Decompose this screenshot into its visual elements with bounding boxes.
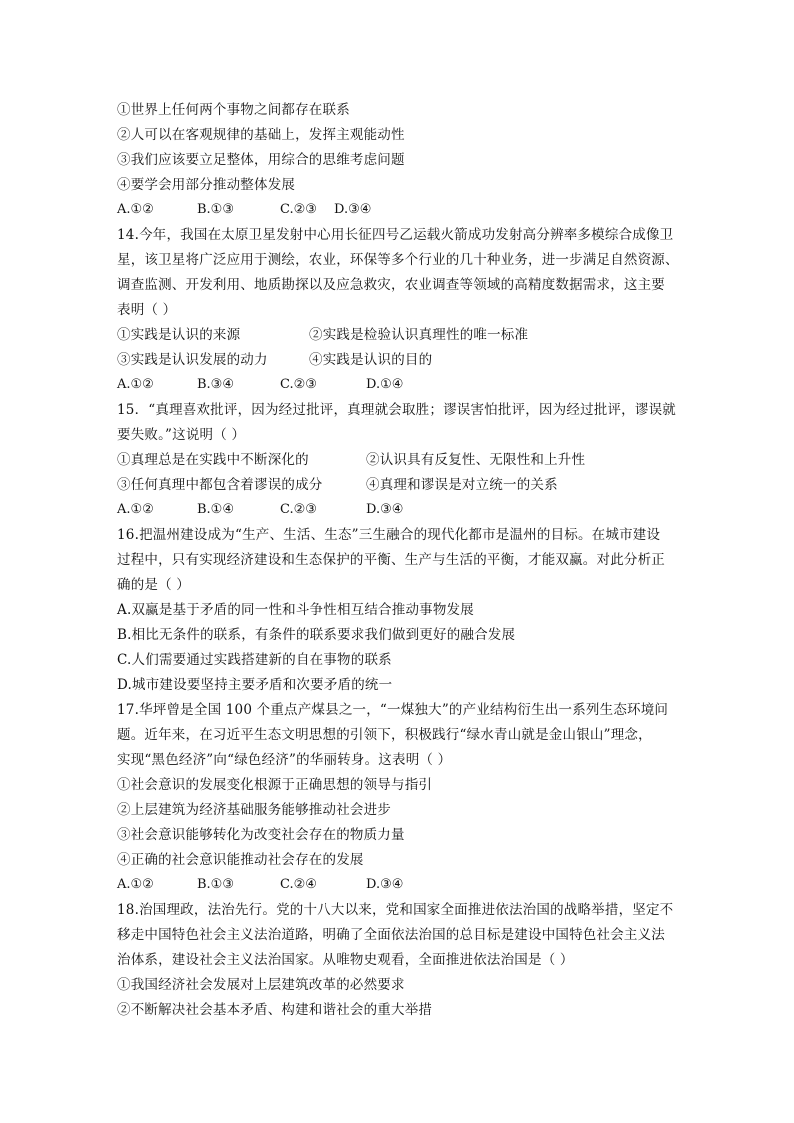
q18-stem-line-3: 治体系，建设社会主义法治国家。从唯物史观看，全面推进依法治国是（ ） [117, 952, 574, 968]
q15-stem-line-1: 15．“真理喜欢批评，因为经过批评，真理就会取胜；谬误害怕批评，因为经过批评，谬误就 [117, 402, 676, 418]
q17-statement-4: ④正确的社会意识能推动社会存在的发展 [117, 852, 364, 868]
q17-stem-line-1: 17.华坪曾是全国 100 个重点产煤县之一，“一煤独大”的产业结构衍生出一系列生态环境问 [117, 702, 669, 718]
q17-statement-1: ①社会意识的发展变化根源于正确思想的领导与指引 [117, 777, 433, 793]
q15-statement-1: ①真理总是在实践中不断深化的 [117, 452, 309, 468]
q13-statement-1: ①世界上任何两个事物之间都存在联系 [117, 102, 350, 118]
q15-option-b: B.①④ [197, 502, 234, 517]
q15-option-d: D.③④ [366, 502, 404, 517]
q17-stem-line-3: 实现“黑色经济”向“绿色经济”的华丽转身。这表明（ ） [117, 752, 452, 768]
q16-option-b: B.相比无条件的联系，有条件的联系要求我们做到更好的融合发展 [117, 627, 516, 643]
q14-stem-line-2: 星，该卫星将广泛应用于测绘，农业，环保等多个行业的几十种业务，进一步满足自然资源、 [117, 252, 679, 268]
q18-statement-1: ①我国经济社会发展对上层建筑改革的必然要求 [117, 977, 405, 993]
q16-option-d: D.城市建设要坚持主要矛盾和次要矛盾的统一 [117, 677, 393, 693]
q17-statement-2: ②上层建筑为经济基础服务能够推动社会进步 [117, 802, 391, 818]
q13-statement-4: ④要学会用部分推动整体发展 [117, 177, 296, 193]
q16-stem-line-1: 16.把温州建设成为“生产、生活、生态”三生融合的现代化都市是温州的目标。在城市建设 [117, 527, 661, 543]
q15-statement-4: ④真理和谬误是对立统一的关系 [366, 477, 558, 493]
q14-option-b: B.③④ [197, 377, 234, 392]
q15-statement-2: ②认识具有反复性、无限性和上升性 [366, 452, 586, 468]
q15-statement-3: ③任何真理中都包含着谬误的成分 [117, 477, 323, 493]
q16-option-c: C.人们需要通过实践搭建新的自在事物的联系 [117, 652, 392, 668]
q14-stem-line-3: 调查监测、开发利用、地质勘探以及应急救灾，农业调查等领域的高精度数据需求，这主要 [117, 277, 665, 293]
q15-option-c: C.②③ [280, 502, 317, 517]
q18-stem-line-2: 移走中国特色社会主义法治道路，明确了全面依法治国的总目标是建设中国特色社会主义法 [117, 927, 665, 943]
q14-stem-line-1: 14.今年，我国在太原卫星发射中心用长征四号乙运载火箭成功发射高分辨率多模综合成像卫 [117, 227, 674, 243]
q13-option-b: B.①③ [197, 202, 234, 217]
q17-option-c: C.②④ [280, 877, 317, 892]
q13-statement-3: ③我们应该要立足整体，用综合的思维考虑问题 [117, 152, 405, 168]
q13-option-a: A.①② [117, 202, 154, 217]
q16-option-a: A.双赢是基于矛盾的同一性和斗争性相互结合推动事物发展 [117, 602, 474, 618]
q15-option-a: A.①② [117, 502, 154, 517]
q17-option-b: B.①③ [197, 877, 234, 892]
q14-statement-2: ②实践是检验认识真理性的唯一标准 [309, 327, 529, 343]
q17-stem-line-2: 题。近年来，在习近平生态文明思想的引领下，积极践行“绿水青山就是金山银山”理念， [117, 727, 652, 743]
q13-option-d: D.③④ [334, 202, 372, 217]
q16-stem-line-2: 过程中，只有实现经济建设和生态保护的平衡、生产与生活的平衡，才能双赢。对此分析正 [117, 552, 665, 568]
q14-option-d: D.①④ [366, 377, 404, 392]
q17-option-a: A.①② [117, 877, 154, 892]
q14-statement-3: ③实践是认识发展的动力 [117, 352, 268, 368]
q14-option-a: A.①② [117, 377, 154, 392]
q14-option-c: C.②③ [280, 377, 317, 392]
q14-statement-4: ④实践是认识的目的 [309, 352, 433, 368]
q17-statement-3: ③社会意识能够转化为改变社会存在的物质力量 [117, 827, 405, 843]
q18-stem-line-1: 18.治国理政，法治先行。党的十八大以来，党和国家全面推进依法治国的战略举措，坚定不 [117, 902, 674, 918]
q13-option-c: C.②③ [280, 202, 317, 217]
q14-stem-line-4: 表明（ ） [117, 302, 177, 318]
q14-statement-1: ①实践是认识的来源 [117, 327, 241, 343]
q15-stem-line-2: 要失败。”这说明（ ） [117, 427, 246, 443]
q16-stem-line-3: 确的是（ ） [117, 577, 190, 593]
q13-statement-2: ②人可以在客观规律的基础上，发挥主观能动性 [117, 127, 405, 143]
q17-option-d: D.③④ [366, 877, 404, 892]
q18-statement-2: ②不断解决社会基本矛盾、构建和谐社会的重大举措 [117, 1002, 433, 1018]
